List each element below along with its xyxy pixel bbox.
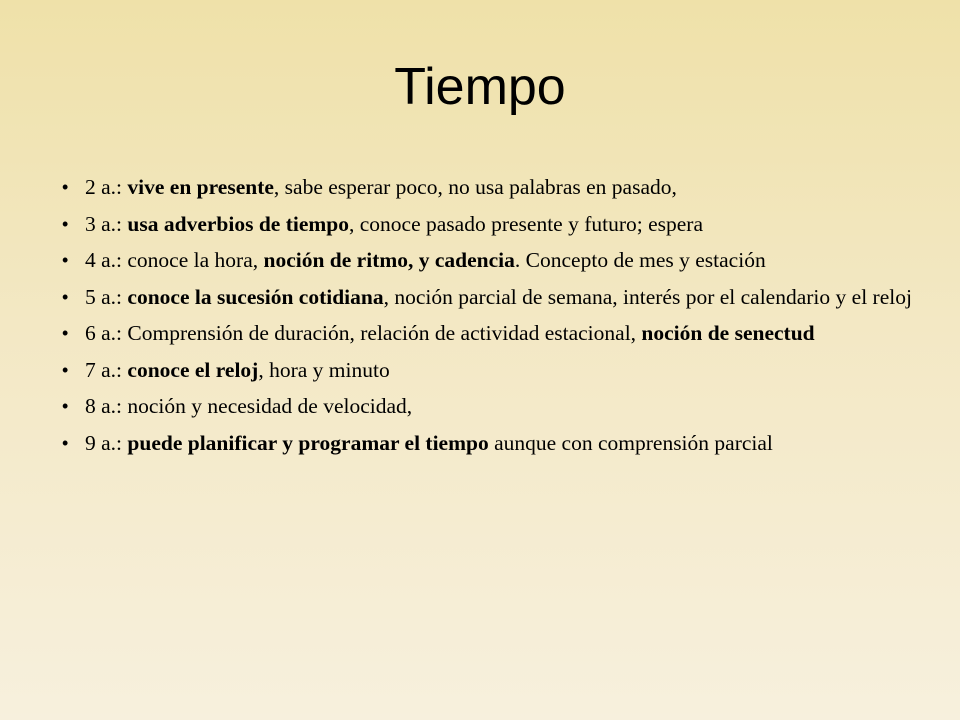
bullet-emphasis-text: usa adverbios de tiempo — [127, 211, 349, 236]
bullet-dot-icon: • — [62, 359, 69, 380]
bullet-text: , conoce pasado presente y futuro; espera — [349, 211, 704, 236]
bullet-text: 3 a.: — [85, 211, 128, 236]
bullet-text: 2 a.: — [85, 175, 128, 199]
bullet-text: 5 a.: — [85, 284, 128, 309]
slide-title: Tiempo — [394, 58, 566, 116]
bullet-item — [62, 357, 912, 384]
bullet-emphasis-text: noción de ritmo, y cadencia — [263, 248, 515, 272]
bullet-text: 7 a.: — [85, 357, 128, 382]
bullet-item — [62, 320, 912, 347]
bullet-text: aunque con comprensión parcial — [488, 430, 773, 455]
bullet-dot-icon: • — [62, 177, 69, 197]
bullet-dot-icon: • — [62, 250, 69, 270]
bullet-text: 4 a.: conoce la hora, — [85, 248, 264, 272]
bullet-item — [62, 284, 912, 311]
bullet-text: 8 a.: noción y necesidad de velocidad, — [85, 394, 413, 418]
bullet-emphasis-text: noción de senectud — [641, 321, 815, 345]
bullet-item — [62, 430, 912, 457]
bullet-emphasis-text: puede planificar y programar el tiempo — [127, 430, 489, 455]
bullet-text: . Concepto de mes y estación — [514, 248, 766, 272]
bullet-item — [62, 393, 912, 420]
bullet-dot-icon: • — [62, 286, 69, 307]
bullet-emphasis-text: conoce la sucesión cotidiana — [127, 284, 384, 309]
bullet-text: 9 a.: — [85, 430, 128, 455]
bullet-text: , hora y minuto — [258, 357, 390, 382]
bullet-item — [62, 174, 912, 201]
bullet-emphasis-text: conoce el reloj — [127, 357, 259, 382]
bullet-emphasis-text: vive en presente — [127, 175, 274, 199]
bullet-text: , sabe esperar poco, no usa palabras en pasado, — [273, 175, 677, 199]
bullet-item — [62, 211, 912, 238]
bullet-text: 6 a.: Comprensión de duración, relación de actividad estacional, — [85, 321, 642, 345]
bullet-dot-icon: • — [62, 396, 69, 416]
bullet-dot-icon: • — [62, 323, 69, 343]
bullet-list — [62, 174, 912, 466]
bullet-item — [62, 247, 912, 274]
bullet-dot-icon: • — [62, 432, 69, 453]
bullet-dot-icon: • — [62, 213, 69, 234]
bullet-text: , noción parcial de semana, interés por el calendario y el reloj — [383, 284, 912, 309]
